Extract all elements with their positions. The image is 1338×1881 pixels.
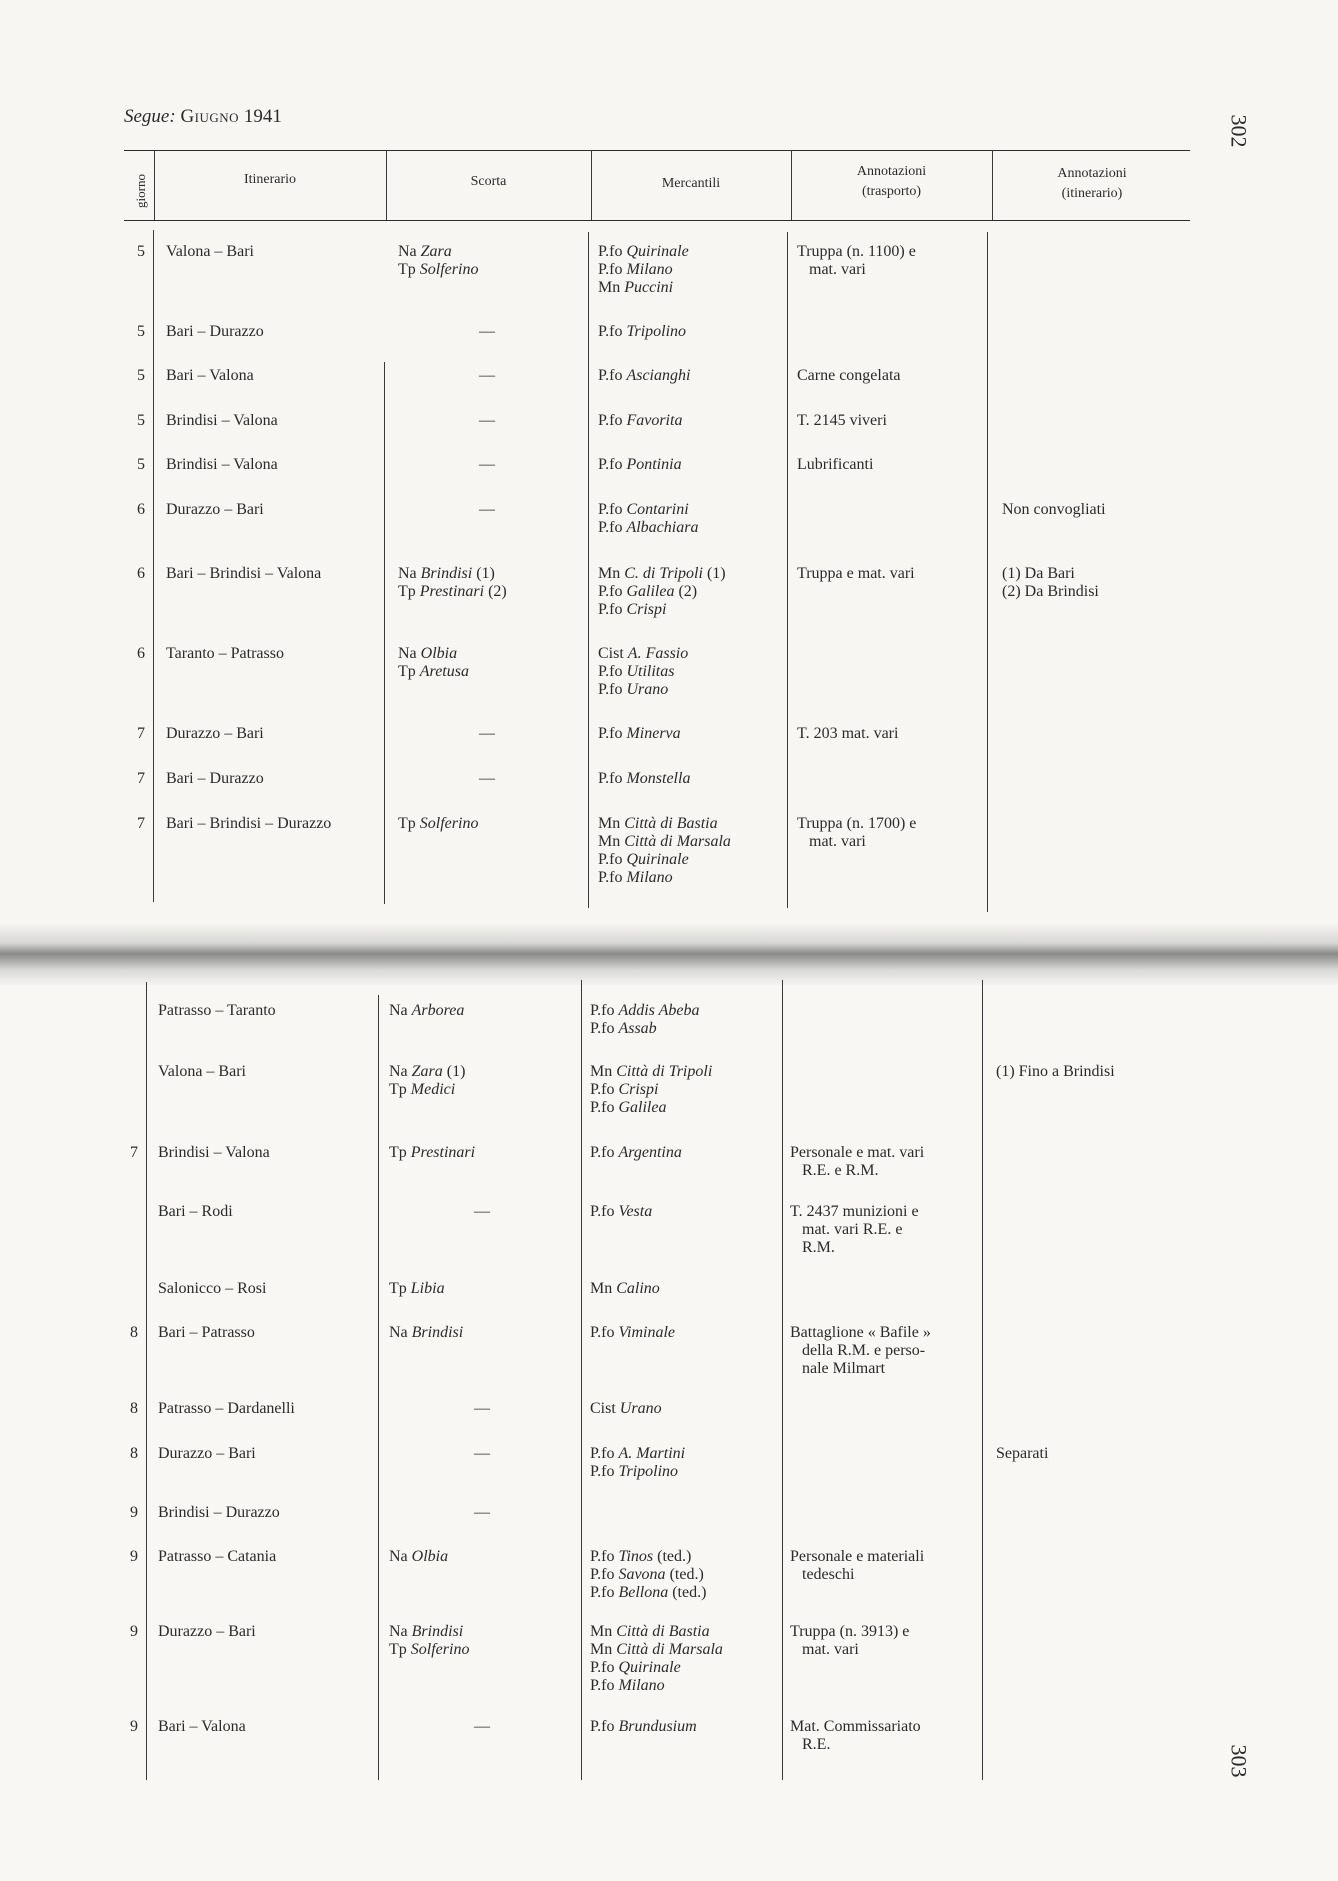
vessel-note: (2) [678,583,698,600]
vessel-name: Arborea [411,1002,465,1019]
escort-vessel [398,243,452,261]
escort-vessel [389,1063,465,1081]
escort-vessel [389,1081,455,1099]
vessel-type: Na [389,1623,408,1640]
vessel-type: P.fo [590,1463,615,1480]
escort-vessel [398,645,457,663]
col-divider [588,232,589,908]
merchant-vessel [598,501,689,519]
vessel-name: Contarini [626,501,689,518]
merchant-vessel [590,1445,685,1463]
merchant-vessel [598,851,689,869]
vessel-type: P.fo [598,681,623,698]
merchant-vessel [598,869,673,887]
vessel-type: P.fo [590,1584,615,1601]
merchant-vessel [590,1584,706,1602]
vessel-note: (ted.) [669,1566,704,1583]
route: Brindisi – Valona [158,1144,270,1161]
vessel-type: Mn [598,833,621,850]
vessel-name: Quirinale [626,851,689,868]
day-number: 5 [137,456,145,473]
vessel-type: Mn [590,1641,613,1658]
transport-note: Truppa e mat. vari [797,565,915,582]
vessel-type: Cist [590,1400,616,1417]
vessel-note: (2) [488,583,507,600]
merchant-vessel [590,1081,658,1099]
vessel-name: C. di Tripoli [624,565,703,582]
merchant-vessel [598,519,698,537]
day-number: 6 [137,645,145,662]
vessel-type: P.fo [598,869,623,886]
merchant-vessel [590,1548,691,1566]
vessel-type: Tp [398,663,416,680]
merchant-vessel [598,663,674,681]
route: Brindisi – Durazzo [158,1504,280,1521]
vessel-name: Milano [626,869,673,886]
vessel-name: Olbia [420,645,458,662]
vessel-name: Medici [410,1081,456,1098]
day-number: 8 [130,1324,138,1341]
transport-note: mat. vari [809,261,866,278]
col-divider [982,980,983,1780]
vessel-type: Na [398,565,417,582]
vessel-type: P.fo [590,1324,615,1341]
vessel-name: Libia [410,1280,445,1297]
vessel-name: Puccini [624,279,674,296]
day-number: 7 [137,815,145,832]
route: Bari – Brindisi – Valona [166,565,322,582]
vessel-note: (1) [446,1063,466,1080]
page-number-303: 303 [1226,1744,1252,1778]
vessel-name: Città di Marsala [616,1641,723,1658]
vessel-note: (1) [706,565,726,582]
vessel-name: Tripolino [618,1463,679,1480]
vessel-name: Favorita [626,412,683,429]
header-year: 1941 [243,106,282,127]
day-number: 8 [130,1445,138,1462]
vessel-name: Albachiara [626,519,699,536]
vessel-type: P.fo [598,725,623,742]
vessel-name: Brindisi [411,1623,464,1640]
day-number: 5 [137,412,145,429]
escort-vessel [389,1002,464,1020]
vessel-name: Zara [411,1063,443,1080]
day-number: 5 [137,367,145,384]
escort-vessel [398,583,507,601]
vessel-name: Quirinale [618,1659,681,1676]
merchant-vessel [590,1677,665,1695]
route-note: (2) Da Brindisi [1002,583,1099,600]
day-number: 9 [130,1623,138,1640]
merchant-vessel [598,565,726,583]
route: Bari – Valona [158,1718,246,1735]
vessel-name: Viminale [618,1324,676,1341]
vessel-name: Solferino [419,815,479,832]
day-number: 6 [137,501,145,518]
merchant-vessel [590,1623,710,1641]
merchant-vessel [590,1203,652,1221]
vessel-name: Tripolino [626,323,687,340]
vessel-name: Addis Abeba [618,1002,700,1019]
route: Valona – Bari [166,243,254,260]
route: Patrasso – Catania [158,1548,277,1565]
transport-note: Battaglione « Bafile » [790,1324,931,1341]
escort-vessel [398,815,478,833]
day-number: 5 [137,323,145,340]
col-header-line: (itinerario) [1061,186,1123,201]
vessel-type: P.fo [598,851,623,868]
page-number-302: 302 [1226,114,1252,148]
vessel-type: Mn [598,279,621,296]
col-header-scorta: Scorta [470,174,507,189]
transport-note: Mat. Commissariato [790,1718,921,1735]
col-header-mercantili: Mercantili [661,176,721,191]
header-prefix: Segue: [124,106,176,127]
vessel-name: Assab [618,1020,657,1037]
transport-note: tedeschi [802,1566,855,1583]
day-number: 9 [130,1718,138,1735]
escort-vessel [398,663,469,681]
merchant-vessel [598,243,689,261]
route: Valona – Bari [158,1063,246,1080]
vessel-name: A. Fassio [627,645,689,662]
escort-dash: — [479,323,495,340]
escort-vessel [389,1548,448,1566]
vessel-type: P.fo [590,1566,615,1583]
vessel-type: Tp [389,1641,407,1658]
vessel-name: Brundusium [618,1718,697,1735]
col-divider [987,232,988,912]
vessel-name: Galilea [626,583,675,600]
vessel-type: P.fo [598,770,623,787]
vessel-name: Pontinia [626,456,682,473]
merchant-vessel [590,1641,723,1659]
col-header-annotazioni-trasporto [791,162,992,202]
vessel-type: Na [389,1063,408,1080]
col-divider [782,980,783,1780]
merchant-vessel [590,1280,660,1298]
merchant-vessel [590,1400,662,1418]
merchant-vessel [590,1718,697,1736]
transport-note: Carne congelata [797,367,901,384]
merchant-vessel [598,601,666,619]
day-number: 9 [130,1504,138,1521]
table-top-rule [124,150,1190,151]
vessel-type: Na [389,1548,408,1565]
merchant-vessel [598,645,688,663]
merchant-vessel [598,770,690,788]
vessel-type: P.fo [598,261,623,278]
merchant-vessel [590,1099,666,1117]
vessel-type: P.fo [598,367,623,384]
transport-note: della R.M. e perso- [802,1342,926,1359]
vessel-name: Argentina [618,1144,682,1161]
vessel-type: P.fo [590,1002,615,1019]
route: Durazzo – Bari [166,501,264,518]
merchant-vessel [598,323,686,341]
merchant-vessel [598,412,682,430]
vessel-type: Mn [590,1623,613,1640]
vessel-name: Vesta [618,1203,653,1220]
escort-dash: — [479,770,495,787]
day-number: 7 [137,725,145,742]
vessel-name: Città di Bastia [624,815,718,832]
vessel-type: Mn [590,1063,613,1080]
day-number: 5 [137,243,145,260]
route: Durazzo – Bari [158,1445,256,1462]
route: Brindisi – Valona [166,412,278,429]
col-header-giorno: giorno [133,174,148,208]
vessel-name: Prestinari [410,1144,476,1161]
transport-note: Lubrificanti [797,456,874,473]
vessel-type: P.fo [590,1548,615,1565]
route: Taranto – Patrasso [166,645,284,662]
col-divider [581,980,582,1780]
escort-dash: — [479,501,495,518]
escort-vessel [389,1144,475,1162]
vessel-type: Tp [389,1280,407,1297]
vessel-type: Tp [389,1081,407,1098]
col-header-itinerario: Itinerario [243,172,297,187]
vessel-name: Monstella [626,770,691,787]
header-month: Giugno [180,106,240,127]
day-number: 9 [130,1548,138,1565]
vessel-name: Crispi [626,601,667,618]
vessel-name: Crispi [618,1081,659,1098]
merchant-vessel [590,1020,657,1038]
vessel-name: Milano [618,1677,665,1694]
page-fold-shadow [0,925,1338,985]
route: Durazzo – Bari [158,1623,256,1640]
transport-note: Truppa (n. 1700) e [797,815,917,832]
merchant-vessel [598,367,690,385]
day-number: 7 [137,770,145,787]
col-divider [153,230,154,902]
transport-note: R.E. [802,1736,831,1753]
merchant-vessel [598,456,682,474]
escort-dash: — [479,456,495,473]
vessel-name: Città di Bastia [616,1623,710,1640]
escort-vessel [389,1641,469,1659]
merchant-vessel [598,279,673,297]
vessel-type: P.fo [598,663,623,680]
vessel-name: Milano [626,261,673,278]
day-number: 7 [130,1144,138,1161]
col-divider [146,982,147,1780]
escort-dash: — [474,1203,490,1220]
transport-note: mat. vari [809,833,866,850]
route: Patrasso – Dardanelli [158,1400,295,1417]
vessel-name: Brindisi [420,565,473,582]
vessel-name: Utilitas [626,663,675,680]
transport-note: T. 203 mat. vari [797,725,899,742]
vessel-type: Na [389,1002,408,1019]
col-header-line: (trasporto) [861,184,922,199]
transport-note: mat. vari [802,1641,859,1658]
transport-note: mat. vari R.E. e [802,1221,903,1238]
vessel-name: Quirinale [626,243,689,260]
vessel-name: Urano [619,1400,662,1417]
escort-dash: — [479,367,495,384]
vessel-name: Zara [420,243,452,260]
vessel-name: Urano [626,681,669,698]
transport-note: Truppa (n. 1100) e [797,243,916,260]
escort-dash: — [474,1718,490,1735]
vessel-type: Tp [398,261,416,278]
vessel-type: Tp [389,1144,407,1161]
vessel-type: P.fo [590,1099,615,1116]
col-header-line: Annotazioni [856,164,927,179]
vessel-name: A. Martini [618,1445,686,1462]
transport-note: Personale e mat. vari [790,1144,925,1161]
page-303 [0,975,1338,1881]
vessel-type: Tp [398,815,416,832]
transport-note: T. 2145 viveri [797,412,887,429]
escort-vessel [389,1623,463,1641]
vessel-type: Na [398,645,417,662]
vessel-type: P.fo [598,601,623,618]
table-header-rule [124,220,1190,221]
vessel-type: P.fo [590,1445,615,1462]
vessel-note: (ted.) [657,1548,692,1565]
route: Bari – Durazzo [166,770,264,787]
merchant-vessel [590,1144,682,1162]
vessel-note: (ted.) [672,1584,707,1601]
vessel-type: Mn [598,565,621,582]
route-note: Non convogliati [1002,501,1106,518]
transport-note: R.E. e R.M. [802,1162,879,1179]
escort-dash: — [474,1400,490,1417]
vessel-type: P.fo [590,1659,615,1676]
route-note: (1) Fino a Brindisi [996,1063,1115,1080]
page-header [124,106,282,128]
vessel-type: P.fo [590,1718,615,1735]
vessel-name: Città di Tripoli [616,1063,713,1080]
transport-note: Truppa (n. 3913) e [790,1623,910,1640]
vessel-type: P.fo [598,456,623,473]
vessel-type: P.fo [598,323,623,340]
merchant-vessel [590,1463,678,1481]
col-divider [378,995,379,1780]
vessel-type: P.fo [598,583,623,600]
route: Bari – Patrasso [158,1324,255,1341]
col-divider [787,232,788,908]
escort-dash: — [479,412,495,429]
vessel-type: P.fo [590,1677,615,1694]
vessel-name: Savona [618,1566,666,1583]
route: Brindisi – Valona [166,456,278,473]
vessel-type: Tp [398,583,416,600]
escort-dash: — [474,1445,490,1462]
day-number: 8 [130,1400,138,1417]
route: Bari – Valona [166,367,254,384]
merchant-vessel [598,815,718,833]
merchant-vessel [598,725,681,743]
vessel-type: P.fo [590,1203,615,1220]
col-divider [384,362,385,904]
vessel-name: Calino [616,1280,660,1297]
route: Bari – Brindisi – Durazzo [166,815,332,832]
escort-vessel [389,1324,463,1342]
merchant-vessel [598,261,673,279]
vessel-name: Prestinari [419,583,485,600]
vessel-name: Ascianghi [626,367,691,384]
merchant-vessel [590,1566,704,1584]
vessel-type: Na [389,1324,408,1341]
vessel-name: Solferino [410,1641,470,1658]
vessel-name: Aretusa [419,663,469,680]
escort-vessel [398,565,495,583]
vessel-type: Mn [590,1280,613,1297]
vessel-type: P.fo [590,1144,615,1161]
route-note: Separati [996,1445,1049,1462]
col-header-line: Annotazioni [1057,166,1127,181]
vessel-type: Na [398,243,417,260]
vessel-type: P.fo [590,1081,615,1098]
vessel-type: P.fo [598,519,623,536]
merchant-vessel [590,1063,712,1081]
route: Durazzo – Bari [166,725,264,742]
route: Salonicco – Rosi [158,1280,267,1297]
escort-dash: — [479,725,495,742]
col-header-annotazioni-itinerario [992,164,1192,204]
merchant-vessel [590,1324,675,1342]
vessel-name: Città di Marsala [624,833,731,850]
transport-note: nale Milmart [802,1360,886,1377]
merchant-vessel [598,583,697,601]
merchant-vessel [598,833,731,851]
transport-note: T. 2437 munizioni e [790,1203,919,1220]
route-note: (1) Da Bari [1002,565,1075,582]
route: Bari – Rodi [158,1203,233,1220]
transport-note: R.M. [802,1239,835,1256]
escort-vessel [398,261,478,279]
vessel-type: P.fo [598,243,623,260]
vessel-type: Cist [598,645,624,662]
escort-vessel [389,1280,445,1298]
vessel-name: Bellona [618,1584,669,1601]
transport-note: Personale e materiali [790,1548,925,1565]
vessel-name: Olbia [411,1548,449,1565]
vessel-type: P.fo [598,501,623,518]
vessel-name: Galilea [618,1099,667,1116]
vessel-name: Brindisi [411,1324,464,1341]
vessel-type: Mn [598,815,621,832]
vessel-name: Minerva [626,725,681,742]
day-number: 6 [137,565,145,582]
vessel-note: (1) [476,565,495,582]
vessel-name: Tinos [618,1548,654,1565]
merchant-vessel [590,1659,681,1677]
merchant-vessel [590,1002,699,1020]
route: Bari – Durazzo [166,323,264,340]
route: Patrasso – Taranto [158,1002,276,1019]
escort-dash: — [474,1504,490,1521]
vessel-type: P.fo [598,412,623,429]
vessel-name: Solferino [419,261,479,278]
merchant-vessel [598,681,668,699]
vessel-type: P.fo [590,1020,615,1037]
